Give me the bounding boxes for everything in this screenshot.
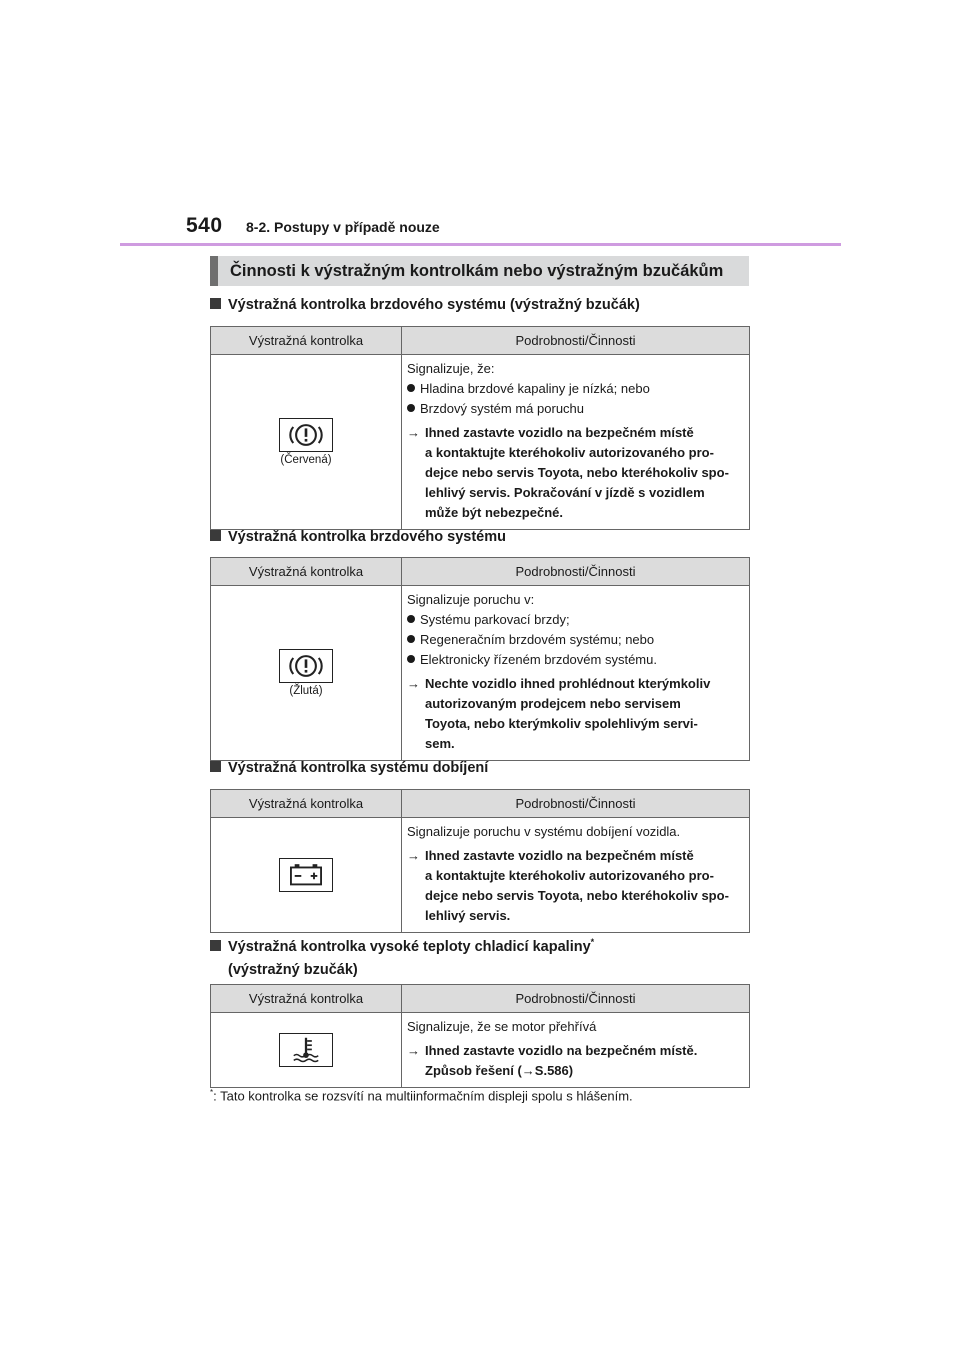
subsection-heading-coolant [210, 932, 594, 981]
bullet-dot-icon [407, 635, 415, 643]
action-instruction: → Ihned zastavte vozidlo na bezpečném místě a kontaktujte kteréhokoliv autorizovaného pro- dejce nebo servis Toyota, nebo kteréhokoliv spo- lehlivý servis. Pokračování v jízdě s vozidlem může být nebezpečné. [407, 423, 744, 523]
warning-light-cell [211, 1013, 402, 1088]
warning-table-brake-red [210, 326, 750, 530]
square-bullet-icon [210, 761, 221, 772]
list-item: Elektronicky řízeném brzdovém systému. [407, 650, 744, 670]
arrow-icon: → [407, 425, 420, 440]
warning-light-cell [211, 355, 402, 530]
warning-table-brake-yellow [210, 557, 750, 761]
square-bullet-icon [210, 530, 221, 541]
subsection-heading-text: Výstražná kontrolka systému dobíjení [228, 760, 489, 776]
details-cell [402, 1013, 750, 1088]
list-item: Regeneračním brzdovém systému; nebo [407, 630, 744, 650]
table-header-details: Podrobnosti/Činnosti [402, 558, 750, 586]
subsection-heading-text: Výstražná kontrolka brzdového systému [228, 529, 506, 545]
square-bullet-icon [210, 940, 221, 951]
table-header-light: Výstražná kontrolka [211, 985, 402, 1013]
details-cell [402, 355, 750, 530]
icon-caption: (Červená) [280, 454, 332, 466]
footnote-text: : Tato kontrolka se rozsvítí na multiinformačním displeji spolu s hlášením. [213, 1088, 633, 1104]
detail-intro: Signalizuje poruchu v systému dobíjení vozidla. [407, 824, 681, 839]
detail-intro: Signalizuje poruchu v: [407, 592, 535, 607]
coolant-temperature-icon [279, 1033, 333, 1067]
table-header-details: Podrobnosti/Činnosti [402, 790, 750, 818]
details-cell [402, 586, 750, 761]
table-header-light: Výstražná kontrolka [211, 327, 402, 355]
footnote [210, 1088, 633, 1103]
page-number: 540 [186, 214, 223, 237]
subsection-heading-brake-yellow [210, 527, 506, 548]
brake-warning-icon [279, 418, 333, 452]
action-instruction: → Ihned zastavte vozidlo na bezpečném místě a kontaktujte kteréhokoliv autorizovaného pro- dejce nebo servis Toyota, nebo kteréhokoliv spo- lehlivý servis. [407, 846, 744, 926]
detail-intro: Signalizuje, že se motor přehřívá [407, 1019, 597, 1034]
icon-caption: (Žlutá) [289, 685, 323, 697]
footnote-mark: * [210, 1088, 214, 1097]
subsection-heading-brake-red [210, 295, 640, 316]
subsection-heading-charging [210, 758, 488, 779]
square-bullet-icon [210, 298, 221, 309]
arrow-icon: → [407, 1043, 420, 1058]
subsection-heading-text: Výstražná kontrolka vysoké teploty chladicí kapaliny [228, 938, 591, 955]
brake-warning-icon [279, 649, 333, 683]
warning-light-cell [211, 586, 402, 761]
arrow-icon: → [407, 848, 420, 863]
battery-icon [279, 858, 333, 892]
details-cell [402, 818, 750, 933]
warning-table-charging [210, 789, 750, 933]
action-instruction: → Ihned zastavte vozidlo na bezpečném místě. Způsob řešení (→S.586) [407, 1041, 744, 1081]
header-rule [120, 243, 841, 246]
list-item: Systému parkovací brzdy; [407, 610, 744, 630]
bullet-dot-icon [407, 384, 415, 392]
action-instruction: → Nechte vozidlo ihned prohlédnout kterýmkoliv autorizovaným prodejcem nebo servisem Toyota, nebo kterýmkoliv spolehlivým servi- sem. [407, 674, 744, 754]
warning-table-coolant [210, 984, 750, 1088]
warning-light-cell [211, 818, 402, 933]
subsection-heading-text: Výstražná kontrolka brzdového systému (výstražný bzučák) [228, 297, 640, 313]
footnote-mark: * [590, 937, 595, 947]
bullet-dot-icon [407, 655, 415, 663]
table-header-light: Výstražná kontrolka [211, 790, 402, 818]
detail-intro: Signalizuje, že: [407, 361, 495, 376]
arrow-icon: → [407, 676, 420, 691]
bullet-dot-icon [407, 615, 415, 623]
list-item: Brzdový systém má poruchu [407, 399, 744, 419]
section-title: Činnosti k výstražným kontrolkám nebo výstražným bzučákům [210, 256, 749, 286]
table-header-details: Podrobnosti/Činnosti [402, 327, 750, 355]
table-header-light: Výstražná kontrolka [211, 558, 402, 586]
subsection-heading-line2: (výstražný bzučák) [228, 961, 358, 978]
list-item: Hladina brzdové kapaliny je nízká; nebo [407, 379, 744, 399]
bullet-dot-icon [407, 404, 415, 412]
table-header-details: Podrobnosti/Činnosti [402, 985, 750, 1013]
chapter-title: 8-2. Postupy v případě nouze [246, 219, 440, 235]
